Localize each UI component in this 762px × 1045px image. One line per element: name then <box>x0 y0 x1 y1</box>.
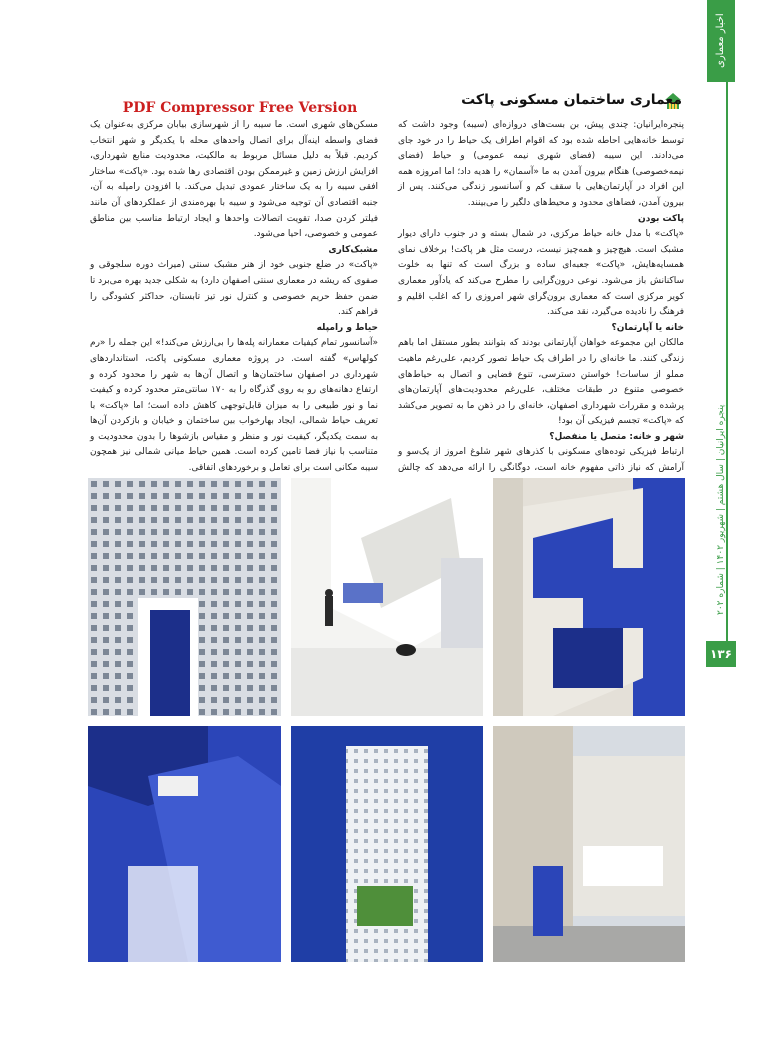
photo-top-right <box>493 478 685 716</box>
article-title: معماری ساختمان مسکونی پاکت <box>461 92 682 108</box>
section-tab-label: اخبار معماری <box>715 13 726 69</box>
paragraph: «آسانسور تمام کیفیات معمارانه پله‌ها را بی‌ارزش می‌کند!» این جمله را «رم کولهاس» گفته است. در پروژه معماری مسکونی پاکت، استانداردهای شهرداری در اصفهان ساختمان‌ها و اتصال آن‌ها به شهر را محدود کرده و ارتفاع دهانه‌های رو به روی گذرگاه را به ۱۷۰ سانتی‌متر محدود کرده و کیفیت نما و نور طبیعی را به میزان قابل‌توجهی کاهش داده است؛ اما «پاکت» با تعریف حیاط شمالی، ایجاد بهارخواب بین ساختمان و خیابان و بازکردن آن‌ها به سمت یکدیگر، کیفیت نور و منظر و مقیاس بازشوها را بدون محدودیت و متناسب با نیاز فضا تامین کرده است. همین حیاط میانی شمالی نیز همچون سیبه مکانی است برای تعامل و برخوردهای اتفاقی. <box>90 338 379 474</box>
paragraph: «پاکت» با مدل خانه حیاط مرکزی، در شمال بسته و در جنوب دارای دیوار مشبک است. هیچ‌چیز و همه‌چیز نیست، درست مثل هر پاکت! برخلاف نمای همسایه‌هایش، «پاکت» جعبه‌ای ساده و بزرگ است که تنها به خلوت ساکنانش باز می‌شود. نوعی درون‌گرایی را مطرح می‌کند که یادآور معماری کویر مرکزی است که معماری برون‌گرای شهر امروزی را که اغلب اقلیم و فرهنگ را نادیده می‌گیرد، نقد می‌کند. <box>398 229 684 318</box>
subheading: شهر و خانه: متصل یا منفصل؟ <box>549 431 684 442</box>
photo-top-left <box>88 478 281 716</box>
subheading: مشبک‌کاری <box>328 244 378 255</box>
text-column-left <box>90 118 379 474</box>
photo-bottom-left <box>88 726 281 962</box>
watermark: PDF Compressor Free Version <box>122 100 358 116</box>
paragraph: ارتباط فیزیکی توده‌های مسکونی با کذرهای شهر شلوغ امروز از یک‌سو و آرامش که نیاز ذاتی مفهوم خانه است، دوگانگی را ارائه می‌دهد که چالش <box>398 447 684 474</box>
journal-issue-line: پنجره ایرانیان | سال هشتم | شهریور ۱۴۰۲ | شماره ۲۰۲ <box>716 404 726 616</box>
photo-bottom-center <box>291 726 483 962</box>
photo-top-center <box>291 478 483 716</box>
page-number: ۱۳۶ <box>710 647 732 661</box>
paragraph: مسکن‌های شهری است. ما سیبه را از شهرسازی بیابان مرکزی به‌عنوان یک فضای واسطه اینه‌آل برای اتصال واحدهای محله با یکدیگر و شهر انتخاب کردیم. قبلاً به دلیل مسائل مربوط به مالکیت، محدودیت منابع شهرداری، افزایش ارزش زمین و غیرممکن بودن اقتصادی رها شده بود. «پاکت» ساختار افقی سیبه را به یک ساختار عمودی تبدیل می‌کند. با افزودن رامپله به آن، جنبه اقتصادی آن توجیه می‌شود و سیبه با بهره‌مندی از عملکردهای آن مانند فیلتر کردن صدا، تقویت اتصالات واحدها و ایجاد ارتباط مناسب بین مناطق عمومی و خصوصی، احیا می‌شود. <box>90 120 378 240</box>
subheading: حیاط و رامپله <box>316 322 378 333</box>
subheading: پاکت بودن <box>638 213 684 224</box>
photo-bottom-right <box>493 726 685 962</box>
paragraph: پنجره‌ایرانیان: چندی پیش، بن بست‌های دروازه‌ای (سیبه) وجود داشت که توسط خانه‌هایی احاطه شده بود که اقوام اطراف یک حیاط را در خود جای می‌دادند. این سیبه (فضای شهری نیمه عمومی) و حیاط (فضای نیمه‌خصوصی) هنگام بیرون آمدن به ما «آسمان» را هدیه داد؛ اما امروزه همه این افراد در آپارتمان‌هایی با سقف کم و آسانسور زندگی می‌کنند. پس از بیرون آمدن، فضاهای محدود و محیط‌های دلگیر را می‌بینند. <box>398 120 684 208</box>
paragraph: «پاکت» در ضلع جنوبی خود از هنر مشبک سنتی (میراث دوره سلجوقی و صفوی که ریشه در معماری سنتی اصفهان دارد) به شکلی جدید بهره می‌برد تا ضمن حفظ حریم خصوصی و کنترل نور تیز تابستان، حداکثر کشودگی را فراهم کند. <box>90 260 378 318</box>
paragraph: مالکان این مجموعه خواهان آپارتمانی بودند که بتوانند بطور مستقل اما باهم زندگی کنند. ما خانه‌ای را در اطراف یک حیاط تصور کردیم، علی‌رغم ماهیت مملو از ساسات! خواستن دسترسی، تنوع فضایی و اتصال به حیاط‌های خصوصی متنوع در طبقات مختلف، علی‌رغم محدودیت‌های آپارتمان‌های پرشده و مقررات شهرداری اصفهان، خانه‌ای را در ذهن ما به تصویر می‌کشد که «پاکت» تجسم فیزیکی آن بود! <box>398 338 684 427</box>
text-column-right <box>398 118 684 474</box>
subheading: خانه یا آپارتمان؟ <box>611 322 684 333</box>
